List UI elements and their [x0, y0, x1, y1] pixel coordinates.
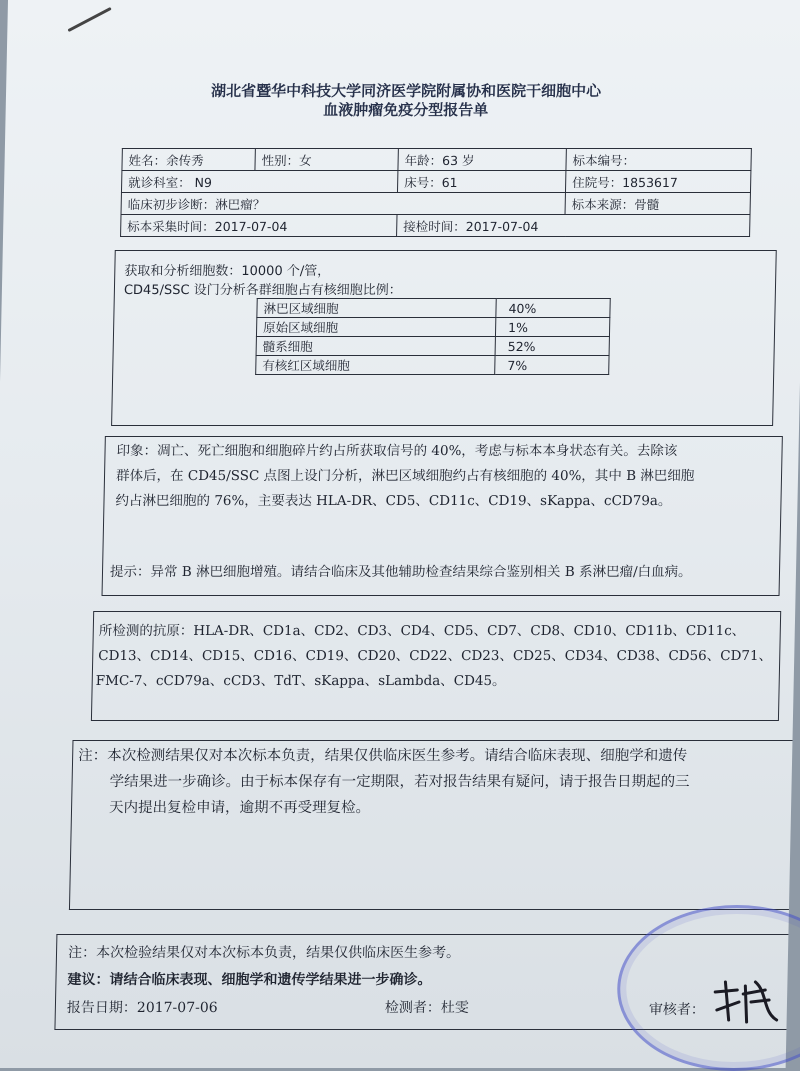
- tester-name: 检测者：杜雯: [384, 1000, 470, 1016]
- cell-ratio-table: [255, 298, 611, 375]
- hospital-title: 湖北省暨华中科技大学同济医学院附属协和医院干细胞中心: [210, 82, 602, 100]
- antigen-line-1: 所检测的抗原：HLA-DR、CD1a、CD2、CD3、CD4、CD5、CD7、CD8、CD10、CD11b、CD11c、: [98, 623, 746, 639]
- impression-line-3: 约占淋巴细胞的 76%，主要表达 HLA-DR、CD5、CD11c、CD19、sKappa、cCD79a。: [115, 493, 672, 509]
- ratio-value: 1%: [495, 318, 609, 337]
- hospital-number: 住院号：1853617: [565, 171, 750, 193]
- reviewer-label: 审核者：: [648, 1002, 706, 1018]
- footer-note: 注：本次检验结果仅对本次标本负责，结果仅供临床医生参考。: [67, 945, 461, 961]
- receive-time: 接检时间：2017-07-04: [397, 215, 750, 237]
- ratio-value: 7%: [495, 356, 609, 375]
- ratio-value: 52%: [495, 337, 609, 356]
- bed-number: 床号：61: [397, 171, 565, 193]
- note-line-2: 学结果进一步确诊。由于标本保存有一定期限，若对报告结果有疑问，请于报告日期起的三: [109, 774, 690, 790]
- ratio-label: 有核红区域细胞: [256, 356, 495, 375]
- impression-line-2: 群体后，在 CD45/SSC 点图上设门分析，淋巴区域细胞约占有核细胞的 40%，其中 B 淋巴细胞: [115, 468, 695, 484]
- ratio-label: 髓系细胞: [256, 337, 495, 356]
- ratio-value: 40%: [496, 299, 610, 318]
- table-row: [256, 337, 609, 356]
- patient-info-table: [120, 148, 752, 237]
- report-date: 报告日期：2017-07-06: [66, 1000, 218, 1016]
- department: 就诊科室： N9: [121, 171, 397, 193]
- antigen-line-2: CD13、CD14、CD15、CD16、CD19、CD20、CD22、CD23、CD25、CD34、CD38、CD56、CD71、: [98, 648, 773, 664]
- ratio-label: 淋巴区域细胞: [257, 299, 496, 318]
- footer-advice: 建议：请结合临床表现、细胞学和遗传学结果进一步确诊。: [67, 972, 432, 988]
- reviewer-signature: [706, 972, 787, 1032]
- patient-age: 年龄：63 岁: [398, 149, 566, 171]
- cell-count-line: 获取和分析细胞数：10000 个/管，: [124, 264, 331, 279]
- report-title: 血液肿瘤免疫分型报告单: [322, 101, 489, 119]
- ratio-label: 原始区域细胞: [256, 318, 495, 337]
- specimen-source: 标本来源：骨髓: [565, 193, 750, 215]
- table-row: [257, 299, 610, 318]
- note-line-1: 注：本次检测结果仅对本次标本负责，结果仅供临床医生参考。请结合临床表现、细胞学和遗传: [77, 748, 688, 764]
- patient-sex: 性别：女: [255, 149, 398, 171]
- impression-line-1: 印象：凋亡、死亡细胞和细胞碎片约占所获取信号的 40%，考虑与标本本身状态有关。去除该: [116, 443, 678, 459]
- antigen-line-3: FMC-7、cCD79a、cCD3、TdT、sKappa、sLambda、CD45。: [95, 673, 506, 689]
- hint-line: 提示：异常 B 淋巴细胞增殖。请结合临床及其他辅助检查结果综合鉴别相关 B 系淋巴瘤/白血病。: [109, 564, 692, 580]
- patient-name: 姓名：余传秀: [122, 149, 255, 171]
- gate-analysis-line: CD45/SSC 设门分析各群细胞占有核细胞比例：: [123, 283, 402, 298]
- collect-time: 标本采集时间：2017-07-04: [121, 215, 397, 237]
- table-row: [256, 318, 609, 337]
- clinical-diagnosis: 临床初步诊断：淋巴瘤？: [121, 193, 565, 215]
- note-line-3: 天内提出复检申请，逾期不再受理复检。: [108, 800, 371, 816]
- specimen-number: 标本编号：: [566, 149, 751, 171]
- table-row: [256, 356, 609, 375]
- staple-mark: [67, 7, 111, 32]
